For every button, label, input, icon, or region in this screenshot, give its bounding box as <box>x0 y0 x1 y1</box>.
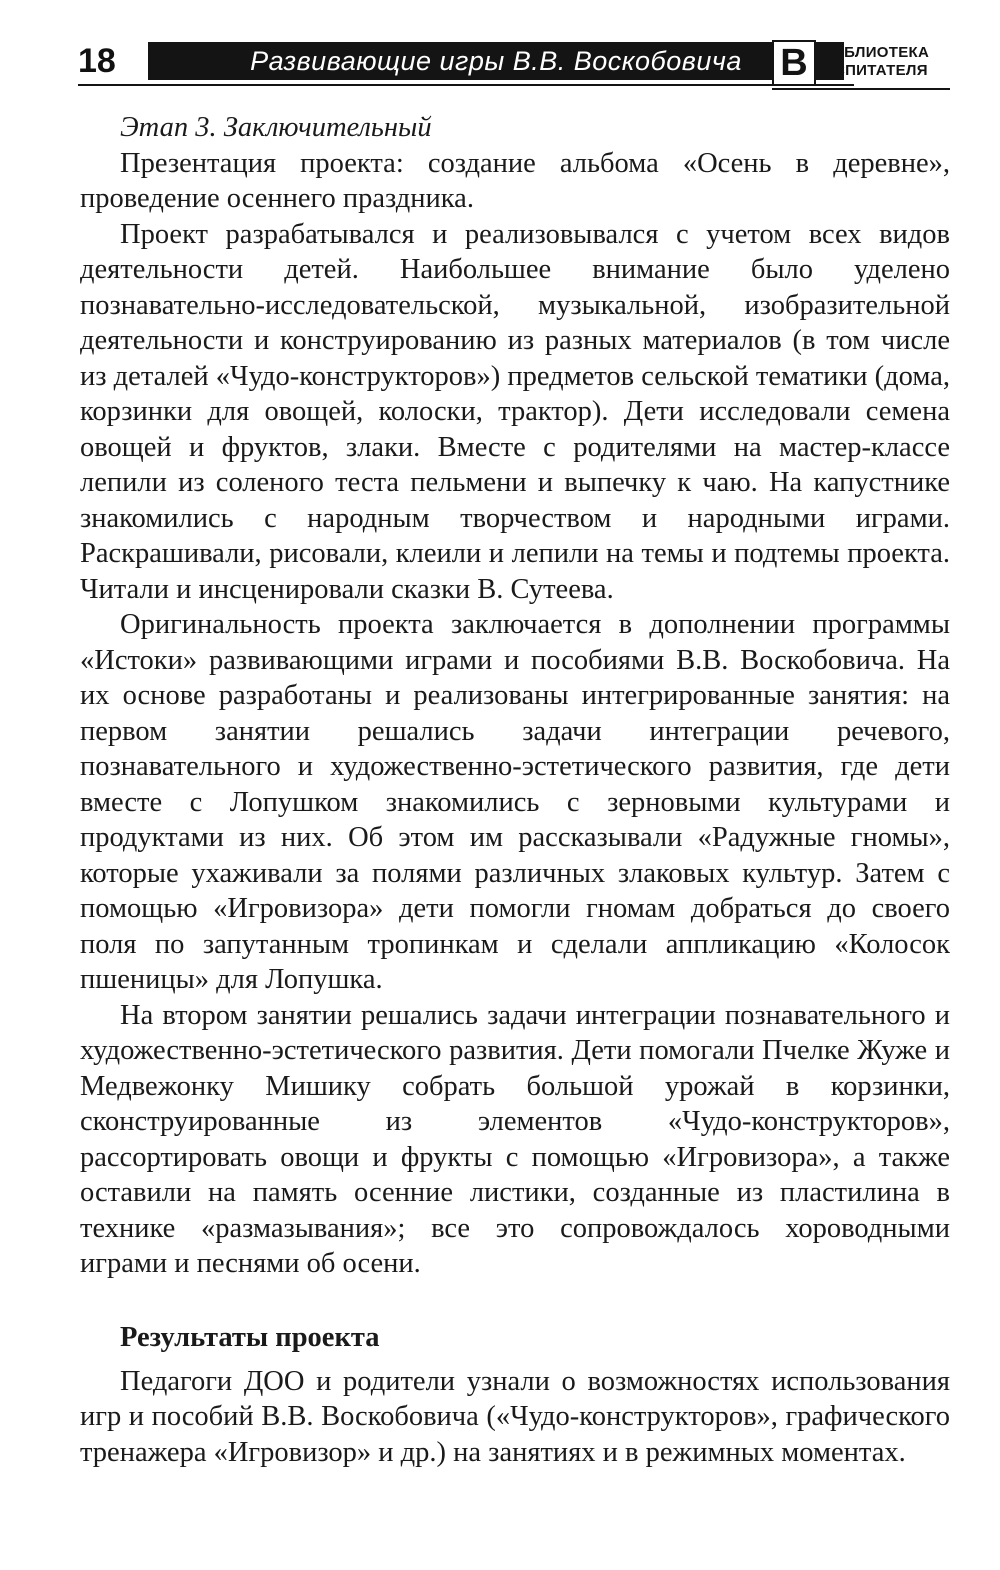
page-number: 18 <box>78 42 116 80</box>
series-logo <box>772 40 950 88</box>
paragraph-second-lesson: На втором занятии решались задачи интеграции познавательного и художественно-эстетического развития. Дети помогали Пчелке Жуже и Медвежонку Мишику собрать большой урожай в корзинки, сконструированные из элементов «Чудо-конструкторов», рассортировать овощи и фрукты с помощью «Игровизора», а также оставили на память осенние листики, созданные из пластилина в технике «размазывания»; все это сопровождалось хороводными играми и песнями об осени. <box>80 999 950 1279</box>
running-header <box>78 40 950 90</box>
paragraph-results: Педагоги ДОО и родители узнали о возможностях использования игр и пособий В.В. Воскобовича («Чудо-конструкторов», графического тренажера «Игровизор» и др.) на занятиях и в режимных моментах. <box>80 1365 950 1468</box>
running-title: Развивающие игры В.В. Воскобовича <box>148 42 844 80</box>
section-heading-results: Результаты проекта <box>120 1321 380 1353</box>
logo-caption <box>822 44 929 80</box>
paragraph-presentation: Презентация проекта: создание альбома «Осень в деревне», проведение осеннего праздника. <box>80 147 950 214</box>
stage-title: Этап 3. Заключительный <box>120 112 432 143</box>
logo-underline <box>772 88 950 90</box>
paragraph-originality: Оригинальность проекта заключается в дополнении программы «Истоки» развивающими играми и пособиями В.В. Воскобовича. На их основе разработаны и реализованы интегрированные занятия: на первом занятии решались задачи интеграции речевого, познавательного и художественно-эстетического развития, где дети вместе с Лопушком знакомились с зерновыми культурами и продуктами из них. Об этом им рассказывали «Радужные гномы», которые ухаживали за полями различных злаковых культур. Затем с помощью «Игровизора» дети помогли гномам добраться до своего поля по запутанным тропинкам и сделали аппликацию «Колосок пшеницы» для Лопушка. <box>80 609 950 995</box>
logo-caption-line-1: БИБЛИОТЕКА <box>822 44 930 61</box>
paragraph-activities: Проект разрабатывался и реализовывался с учетом всех видов деятельности детей. Наибольшее внимание было уделено познавательно-исследовательской, музыкальной, изобразительной деятельности и конструированию из разных материалов (в том числе из деталей «Чудо-конструкторов») предметов сельской тематики (дома, корзинки для овощей, колоски, трактор). Дети исследовали семена овощей и фруктов, злаки. Вместе с родителями на мастер-классе лепили из соленого теста пельмени и выпечку к чаю. На капустнике знакомились с народным творчеством и народными играми. Раскрашивали, рисовали, клеили и лепили на темы и подтемы проекта. Читали и инсценировали сказки В. Сутеева. <box>80 218 950 605</box>
logo-caption-line-2: ОСПИТАТЕЛЯ <box>822 62 928 79</box>
logo-letter: В <box>772 40 816 86</box>
page-body <box>80 110 950 1470</box>
header-rule <box>78 84 854 86</box>
